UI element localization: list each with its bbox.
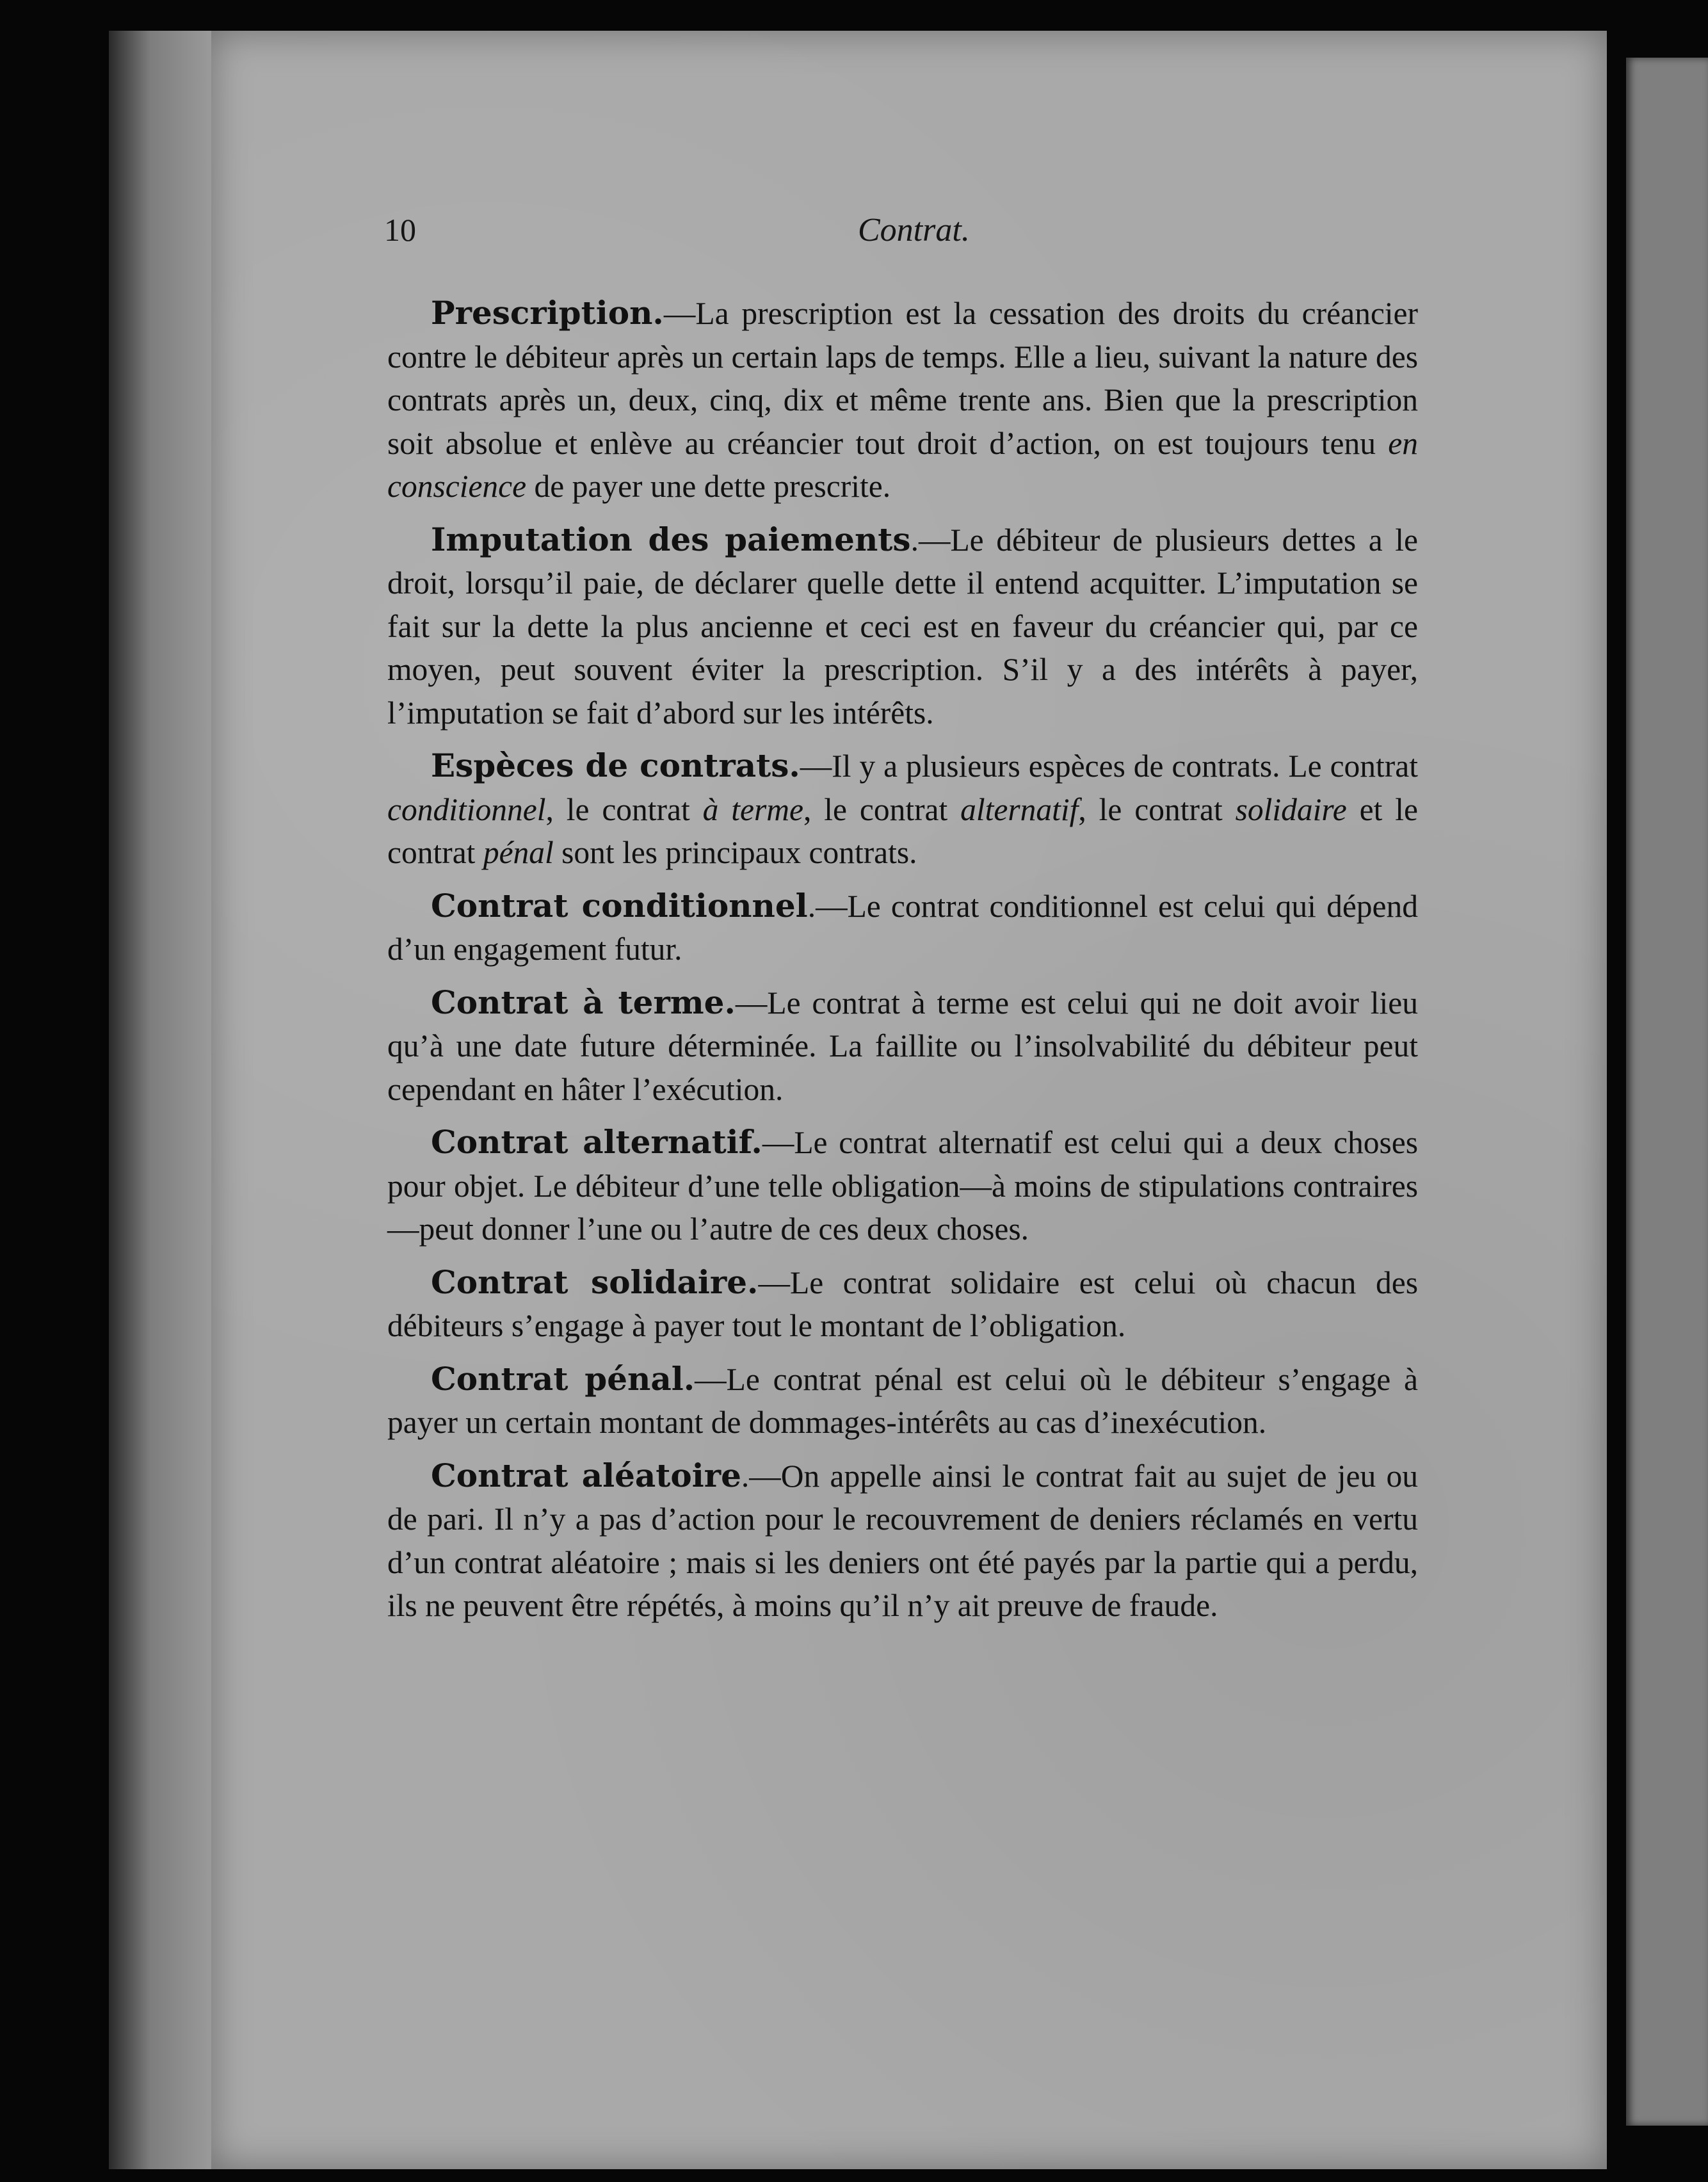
term-heading: Contrat à terme.: [431, 983, 736, 1021]
paragraph: [387, 981, 1418, 1111]
term-heading: Espèces de contrats.: [431, 747, 800, 784]
paragraph: [387, 744, 1418, 875]
paragraph-text: —Le contrat à terme est celui qui ne doit avoir lieu qu’à une date future déterminée. La faillite ou l’insolvabilité du débiteur peut cependant en hâter l’exécution.: [387, 985, 1418, 1107]
paragraph-text: sont les principaux contrats.: [553, 835, 917, 870]
paragraph-text: .—On appelle ainsi le contrat fait au sujet de jeu ou de pari. Il n’y a pas d’action pour le recouvrement de deniers réclamés en vertu d’un contrat aléatoire ; mais si les deniers ont été payés par la partie qui a perdu, ils ne peuvent être répétés, à moins qu’il n’y ait preuve de fraude.: [387, 1458, 1419, 1623]
paragraph-text: , le contrat: [545, 791, 703, 827]
term-heading: Contrat alternatif.: [431, 1123, 762, 1161]
term-heading: Contrat pénal.: [431, 1359, 695, 1398]
body-text: [387, 291, 1418, 1637]
paragraph-text: —Le contrat solidaire est celui où chacun des débiteurs s’engage à payer tout le montant de l’obligation.: [387, 1265, 1418, 1343]
paragraph-text: —Le contrat pénal est celui où le débiteur s’engage à payer un certain montant de dommages-intérêts au cas d’inexécution.: [387, 1361, 1418, 1440]
book-spine-edge: [109, 31, 211, 2169]
paragraph-text: —Il y a plusieurs espèces de contrats. Le contrat: [800, 748, 1418, 784]
italic-term: alternatif: [960, 791, 1079, 827]
term-heading: Contrat solidaire.: [431, 1263, 759, 1301]
adjacent-page-edge: [1626, 58, 1708, 2126]
italic-term: solidaire: [1235, 791, 1347, 827]
paragraph-text: , le contrat: [803, 791, 961, 827]
page-header: [384, 211, 1306, 263]
paragraph: [387, 1120, 1418, 1251]
term-heading: Prescription.: [431, 294, 664, 332]
page-number: 10: [384, 212, 416, 248]
running-head: Contrat.: [858, 212, 970, 248]
term-heading: Contrat aléatoire: [431, 1456, 741, 1494]
italic-term: à terme: [702, 791, 803, 827]
paragraph: [387, 518, 1418, 735]
paragraph-text: .—Le débiteur de plusieurs dettes a le droit, lorsqu’il paie, de déclarer quelle dette il entend acquitter. L’imputation se fait sur la dette la plus ancienne et ceci est en faveur du créancier qui, par ce moyen, peut souvent éviter la prescription. S’il y a des intérêts à payer, l’imputation se fait d’abord sur les intérêts.: [387, 522, 1419, 731]
paragraph-text: de payer une dette prescrite.: [526, 469, 891, 504]
term-heading: Imputation des paiements: [431, 520, 911, 558]
paragraph: [387, 884, 1418, 971]
term-heading: Contrat conditionnel: [431, 886, 808, 925]
italic-term: en conscience: [387, 425, 1418, 504]
paragraph-text: , le contrat: [1078, 791, 1236, 827]
paragraph: [387, 1454, 1418, 1628]
paragraph-text: —Le contrat alternatif est celui qui a deux choses pour objet. Le débiteur d’une telle obligation—à moins de stipulations contraires—peut donner l’une ou l’autre de ces deux choses.: [387, 1125, 1419, 1247]
paragraph: [387, 291, 1418, 508]
paragraph: [387, 1261, 1418, 1348]
paragraph-text: .—Le contrat conditionnel est celui qui dépend d’un engagement futur.: [387, 888, 1419, 967]
italic-term: conditionnel: [387, 791, 546, 827]
italic-term: pénal: [483, 835, 554, 870]
paragraph-text: et le contrat: [387, 791, 1418, 870]
paragraph: [387, 1357, 1418, 1444]
paragraph-text: —La prescription est la cessation des droits du créancier contre le débiteur après un certain laps de temps. Elle a lieu, suivant la nature des contrats après un, deux, cinq, dix et même trente ans. Bien que la prescription soit absolue et enlève au créancier tout droit d’action, on est toujours tenu: [387, 296, 1418, 461]
